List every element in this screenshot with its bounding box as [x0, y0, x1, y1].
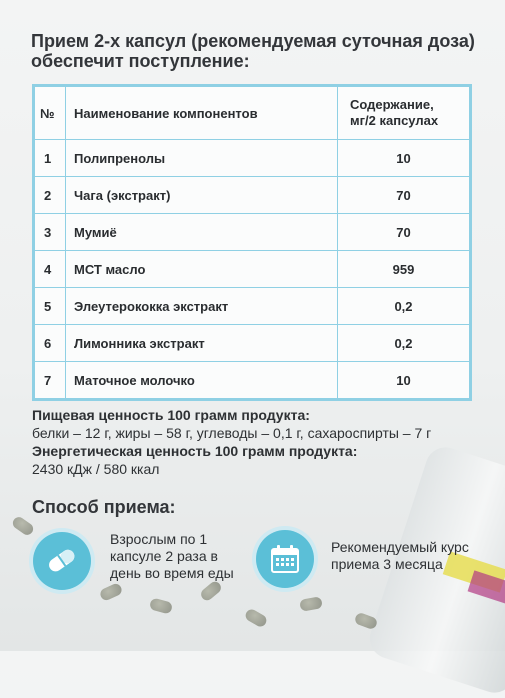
table-row	[35, 140, 470, 177]
page-title: Прием 2-х капсул (рекомендуемая суточная доза) обеспечит поступление:	[31, 31, 475, 71]
component-name: Полипренолы	[66, 140, 338, 177]
dosage-text: Взрослым по 1 капсуле 2 раза в день во время еды	[110, 531, 234, 581]
component-name: Маточное молочко	[66, 362, 338, 399]
row-number: 1	[35, 140, 66, 177]
capsule-image	[299, 596, 323, 612]
row-number: 4	[35, 251, 66, 288]
table-row	[35, 214, 470, 251]
component-name: МСТ масло	[66, 251, 338, 288]
component-value: 10	[338, 362, 470, 399]
energy-value-text: 2430 кДж / 580 ккал	[32, 461, 160, 477]
row-number: 7	[35, 362, 66, 399]
row-number: 2	[35, 177, 66, 214]
capsule-image	[11, 515, 36, 537]
component-name: Мумиё	[66, 214, 338, 251]
component-value: 10	[338, 140, 470, 177]
header-number: №	[35, 87, 66, 140]
table-row	[35, 177, 470, 214]
row-number: 3	[35, 214, 66, 251]
capsule-image	[243, 607, 268, 628]
course-text: Рекомендуемый курс приема 3 месяца	[331, 539, 469, 572]
component-name: Элеутерококка экстракт	[66, 288, 338, 325]
capsule-image	[199, 579, 224, 602]
header-content: Содержание, мг/2 капсулах	[338, 87, 470, 140]
component-value: 70	[338, 214, 470, 251]
component-name: Чага (экстракт)	[66, 177, 338, 214]
capsule-image	[98, 582, 123, 602]
food-value-text: белки – 12 г, жиры – 58 г, углеводы – 0,1 г, сахароспирты – 7 г	[32, 425, 432, 441]
header-component-name: Наименование компонентов	[66, 87, 338, 140]
table-row	[35, 251, 470, 288]
component-name: Лимонника экстракт	[66, 325, 338, 362]
component-value: 0,2	[338, 288, 470, 325]
table-header-row	[35, 87, 470, 140]
row-number: 6	[35, 325, 66, 362]
food-value-title: Пищевая ценность 100 грамм продукта:	[32, 407, 310, 423]
nutrition-info	[32, 406, 492, 478]
capsule-image	[149, 597, 173, 614]
component-value: 70	[338, 177, 470, 214]
component-value: 0,2	[338, 325, 470, 362]
method-title: Способ приема:	[32, 497, 176, 517]
row-number: 5	[35, 288, 66, 325]
energy-value-title: Энергетическая ценность 100 грамм продукта:	[32, 443, 358, 459]
composition-table	[32, 84, 472, 401]
component-value: 959	[338, 251, 470, 288]
capsules-icon	[33, 532, 91, 590]
table-row	[35, 288, 470, 325]
table-row	[35, 325, 470, 362]
calendar-icon	[256, 530, 314, 588]
table-row	[35, 362, 470, 399]
